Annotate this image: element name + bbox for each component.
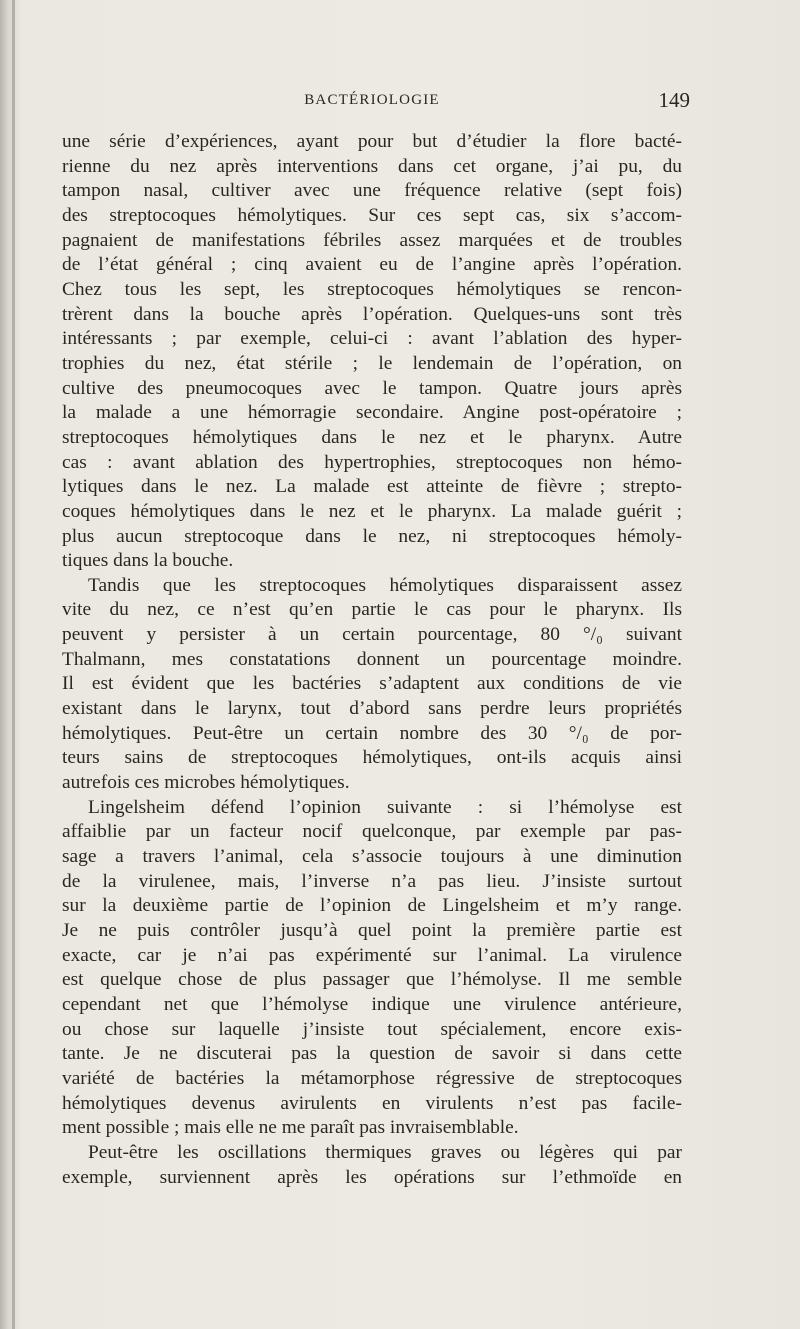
text-line: exemple, surviennent après les opérations sur l’ethmoïde en (62, 1166, 682, 1188)
text-line: tampon nasal, cultiver avec une fréquence relative (sept fois) (62, 180, 682, 202)
text-line: trophies du nez, état stérile ; le lendemain de l’opération, on (62, 352, 682, 374)
text-line: Tandis que les streptocoques hémolytiques disparaissent assez (88, 574, 682, 596)
text-line: tiques dans la bouche. (62, 550, 234, 572)
paragraph (62, 574, 682, 796)
text-line: de l’état général ; cinq avaient eu de l’angine après l’opération. (62, 254, 682, 276)
text-line: des streptocoques hémolytiques. Sur ces sept cas, six s’accom- (62, 204, 682, 226)
text-line: Il est évident que les bactéries s’adaptent aux conditions de vie (62, 673, 682, 695)
text-line: intéressants ; par exemple, celui-ci : avant l’ablation des hyper- (62, 328, 682, 350)
text-line: Peut-être les oscillations thermiques graves ou légères qui par (88, 1141, 682, 1163)
body-text (62, 130, 682, 1190)
text-line: autrefois ces microbes hémolytiques. (62, 772, 350, 794)
paragraph (62, 130, 682, 574)
text-line: hémolytiques devenus avirulents en virulents n’est pas facile- (62, 1092, 682, 1114)
text-line: trèrent dans la bouche après l’opération. Quelques-uns sont très (62, 303, 682, 325)
text-line: cependant net que l’hémolyse indique une virulence antérieure, (62, 993, 682, 1015)
text-line: ou chose sur laquelle j’insiste tout spécialement, encore exis- (62, 1018, 682, 1040)
text-line: est quelque chose de plus passager que l’hémolyse. Il me semble (62, 969, 682, 991)
text-line: affaiblie par un facteur nocif quelconque, par exemple par pas- (62, 821, 682, 843)
text-line: rienne du nez après interventions dans cet organe, j’ai pu, du (62, 155, 682, 177)
text-line: sur la deuxième partie de l’opinion de Lingelsheim et m’y range. (62, 895, 682, 917)
text-line: cultive des pneumocoques avec le tampon. Quatre jours après (62, 377, 682, 399)
text-line: Thalmann, mes constatations donnent un pourcentage moindre. (62, 648, 682, 670)
text-line: pagnaient de manifestations fébriles assez marquées et de troubles (62, 229, 682, 251)
text-line: vite du nez, ce n’est qu’en partie le cas pour le pharynx. Ils (62, 599, 682, 621)
text-line: sage a travers l’animal, cela s’associe toujours à une diminution (62, 846, 682, 868)
text-line: coques hémolytiques dans le nez et le pharynx. La malade guérit ; (62, 500, 682, 522)
text-line: teurs sains de streptocoques hémolytiques, ont-ils acquis ainsi (62, 747, 682, 769)
paragraph (62, 1141, 682, 1190)
text-line: ment possible ; mais elle ne me paraît pas invraisemblable. (62, 1117, 519, 1139)
text-line: hémolytiques. Peut-être un certain nombre des 30 °/₀ de por- (62, 722, 682, 744)
text-line: existant dans le larynx, tout d’abord sans perdre leurs propriétés (62, 698, 682, 720)
text-line: Lingelsheim défend l’opinion suivante : si l’hémolyse est (88, 796, 682, 818)
text-line: lytiques dans le nez. La malade est atteinte de fièvre ; strepto- (62, 476, 682, 498)
running-head-title: BACTÉRIOLOGIE (304, 92, 440, 108)
text-line: plus aucun streptocoque dans le nez, ni streptocoques hémoly- (62, 525, 682, 547)
text-line: Je ne puis contrôler jusqu’à quel point la première partie est (62, 920, 682, 941)
text-line: streptocoques hémolytiques dans le nez et le pharynx. Autre (62, 426, 682, 448)
text-line: variété de bactéries la métamorphose régressive de streptocoques (62, 1067, 682, 1089)
text-line: la malade a une hémorragie secondaire. Angine post-opératoire ; (62, 402, 682, 424)
text-line: Chez tous les sept, les streptocoques hémolytiques se rencon- (62, 278, 682, 300)
paragraph (62, 796, 682, 1141)
text-line: peuvent y persister à un certain pourcentage, 80 °/₀ suivant (62, 624, 682, 646)
text-line: exacte, car je n’ai pas expérimenté sur l’animal. La virulence (62, 944, 682, 966)
page-spine-shadow (12, 0, 15, 1329)
text-line: tante. Je ne discuterai pas la question de savoir si dans cette (62, 1043, 682, 1065)
running-head (62, 88, 690, 112)
page-number: 149 (658, 88, 690, 112)
text-line: de la virulenee, mais, l’inverse n’a pas lieu. J’insiste surtout (62, 870, 682, 892)
text-line: une série d’expériences, ayant pour but d’étudier la flore bacté- (62, 131, 682, 152)
text-line: cas : avant ablation des hypertrophies, streptocoques non hémo- (62, 451, 682, 473)
